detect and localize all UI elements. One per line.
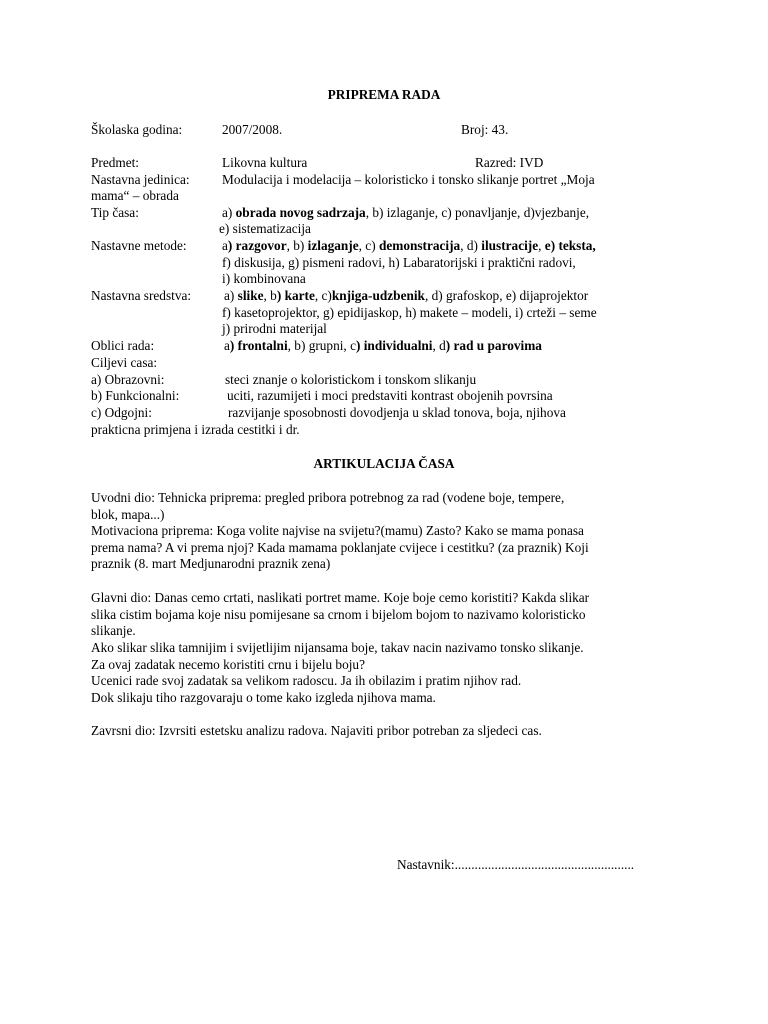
subject-value: Likovna kultura: [222, 155, 308, 170]
work-forms-line: a) frontalni, b) grupni, c) individualni, d) rad u parovima: [224, 338, 542, 353]
upbringing-goal-label: c) Odgojni:: [91, 405, 152, 420]
body-line: slikanje.: [91, 623, 136, 638]
resources-line-1: a) slike, b) karte, c)knjiga-udzbenik, d) grafoskop, e) dijaprojektor: [224, 288, 589, 303]
teaching-unit-value-cont: mama“ – obrada: [91, 188, 179, 203]
teaching-unit-label: Nastavna jedinica:: [91, 172, 190, 187]
resources-line-3: j) prirodni materijal: [222, 321, 327, 336]
school-year-value: 2007/2008.: [222, 122, 283, 137]
subject-label: Predmet:: [91, 155, 140, 170]
resources-label: Nastavna sredstva:: [91, 288, 192, 303]
document-title: PRIPREMA RADA: [327, 87, 441, 102]
school-year-label: Školaska godina:: [91, 122, 183, 137]
educational-goal-value: steci znanje o koloristickom i tonskom slikanju: [225, 372, 477, 387]
body-line: Za ovaj zadatak necemo koristiti crnu i bijelu boju?: [91, 657, 365, 672]
goals-label: Ciljevi casa:: [91, 355, 158, 370]
body-line: Ucenici rade svoj zadatak sa velikom radoscu. Ja ih obilazim i pratim njihov rad.: [91, 673, 522, 688]
body-line: prema nama? A vi prema njoj? Kada mamama poklanjate cvijece i cestitku? (za praznik) Koji: [91, 540, 589, 555]
methods-line-1: a) razgovor, b) izlaganje, c) demonstracija, d) ilustracije, e) teksta,: [222, 238, 596, 253]
body-line: Ako slikar slika tamnijim i svijetlijim nijansama boje, takav nacin nazivamo tonsko slikanje.: [91, 640, 584, 655]
lesson-type-line-1: a) obrada novog sadrzaja, b) izlaganje, c) ponavljanje, d)vjezbanje,: [222, 205, 590, 220]
upbringing-goal-value: razvijanje sposobnosti dovodjenja u sklad tonova, boja, njihova: [228, 405, 566, 420]
body-line: blok, mapa...): [91, 507, 165, 522]
body-line: Motivaciona priprema: Koga volite najvise na svijetu?(mamu) Zasto? Kako se mama ponasa: [91, 523, 584, 538]
lesson-type-label: Tip časa:: [91, 205, 139, 220]
body-line: Uvodni dio: Tehnicka priprema: pregled pribora potrebnog za rad (vodene boje, tempere,: [91, 490, 565, 505]
methods-line-2: f) diskusija, g) pismeni radovi, h) Labaratorijski i praktični radovi,: [222, 255, 576, 270]
body-line: praznik (8. mart Medjunarodni praznik zena): [91, 556, 331, 571]
resources-line-2: f) kasetoprojektor, g) epidijaskop, h) makete – modeli, i) crteži – seme: [222, 305, 597, 320]
lesson-type-line-2: e) sistematizacija: [219, 221, 311, 236]
section-title-articulation: ARTIKULACIJA ČASA: [313, 456, 455, 471]
body-line: Glavni dio: Danas cemo crtati, naslikati portret mame. Koje boje cemo koristiti? Kakda slikar: [91, 590, 590, 605]
grade: Razred: IVD: [475, 155, 544, 170]
upbringing-goal-value-cont: prakticna primjena i izrada cestitki i dr.: [91, 422, 300, 437]
teacher-signature-line: Nastavnik:......................................................: [397, 857, 635, 872]
functional-goal-label: b) Funkcionalni:: [91, 388, 180, 403]
lesson-number: Broj: 43.: [461, 122, 509, 137]
body-line: slika cistim bojama koje nisu pomijesane sa crnom i bijelom bojom to nazivamo koloristicko: [91, 607, 586, 622]
educational-goal-label: a) Obrazovni:: [91, 372, 165, 387]
methods-label: Nastavne metode:: [91, 238, 187, 253]
methods-line-3: i) kombinovana: [222, 271, 306, 286]
body-line: Zavrsni dio: Izvrsiti estetsku analizu radova. Najaviti pribor potreban za sljedeci cas.: [91, 723, 542, 738]
teaching-unit-value: Modulacija i modelacija – koloristicko i tonsko slikanje portret „Moja: [222, 172, 595, 187]
work-forms-label: Oblici rada:: [91, 338, 155, 353]
body-line: Dok slikaju tiho razgovaraju o tome kako izgleda njihova mama.: [91, 690, 436, 705]
functional-goal-value: uciti, razumijeti i moci predstaviti kontrast obojenih povrsina: [227, 388, 553, 403]
